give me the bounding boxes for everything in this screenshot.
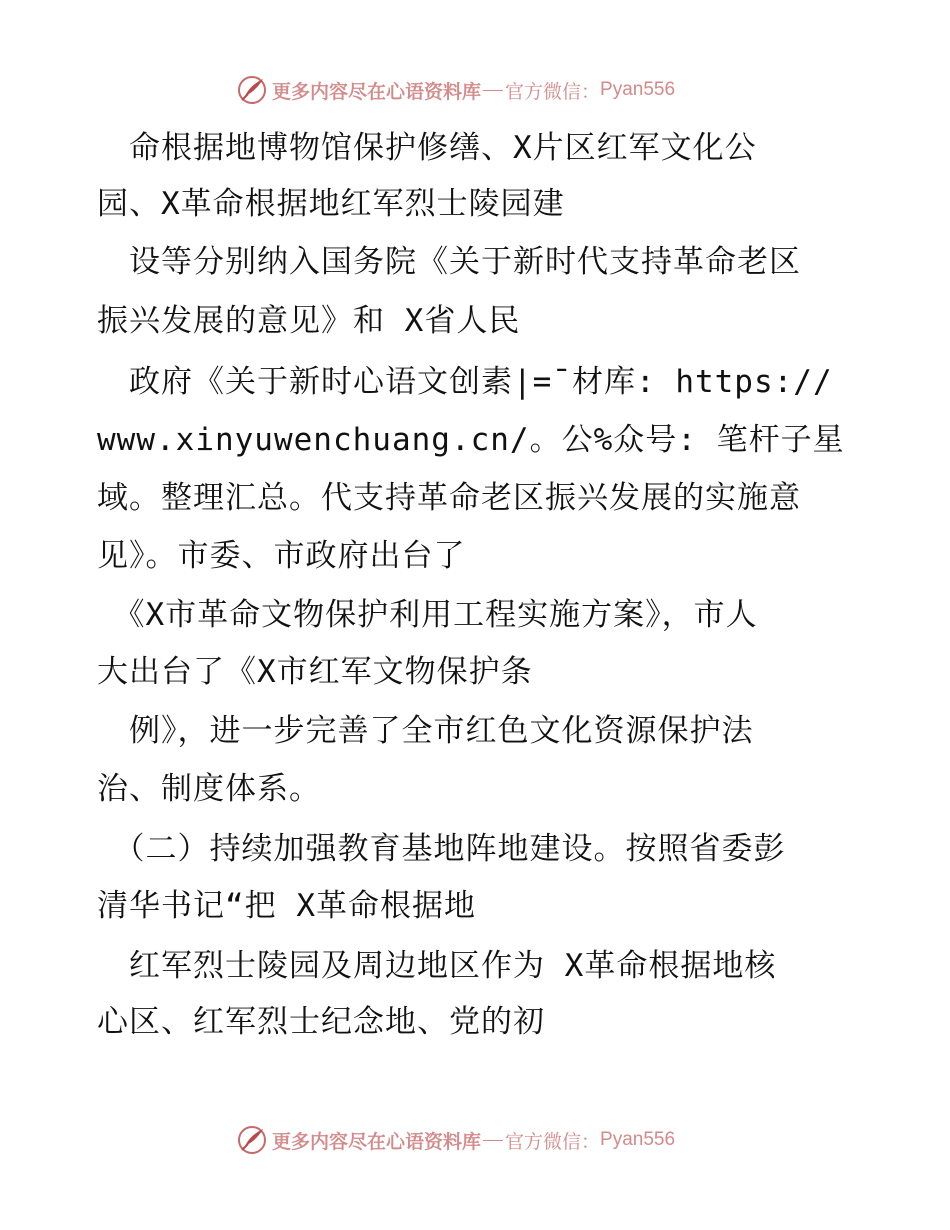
body-line: 政府《关于新时心语文创素|=¯材库: https://	[97, 364, 833, 400]
watermark-wechat-id: Pyan556	[600, 1129, 676, 1150]
watermark-official-text: 官方微信：	[505, 80, 601, 103]
watermark-dash	[483, 90, 503, 91]
watermark-official-text: 官方微信：	[505, 1130, 601, 1153]
body-line: 《X市革命文物保护利用工程实施方案》，市人	[97, 597, 758, 633]
body-line: 大出台了《X市红军文物保护条	[97, 654, 533, 690]
watermark-site-text: 更多内容尽在心语资料库	[272, 1130, 482, 1153]
body-line: （二）持续加强教育基地阵地建设。按照省委彭	[97, 831, 786, 867]
watermark-site-text: 更多内容尽在心语资料库	[272, 80, 482, 103]
body-line: 红军烈士陵园及周边地区作为 X革命根据地核	[97, 948, 777, 984]
body-line: 命根据地博物馆保护修缮、X片区红军文化公	[97, 130, 757, 166]
body-line: 见》。市委、市政府出台了	[97, 538, 466, 574]
quill-logo-icon	[236, 74, 268, 106]
body-line: 域。整理汇总。代支持革命老区振兴发展的实施意	[97, 480, 801, 516]
body-line: 心区、红军烈士纪念地、党的初	[97, 1004, 545, 1040]
body-line: 振兴发展的意见》和 X省人民	[97, 303, 521, 339]
body-line: 园、X革命根据地红军烈士陵园建	[97, 186, 565, 222]
body-line: 设等分别纳入国务院《关于新时代支持革命老区	[97, 244, 801, 280]
header-watermark	[236, 73, 675, 107]
body-line: www.xinyuwenchuang.cn/。公%众号: 笔杆子星	[97, 422, 845, 458]
body-line: 例》，进一步完善了全市红色文化资源保护法	[97, 713, 754, 749]
footer-watermark	[236, 1123, 675, 1157]
quill-logo-icon	[236, 1124, 268, 1156]
body-line: 治、制度体系。	[97, 771, 321, 807]
watermark-wechat-id: Pyan556	[600, 79, 676, 100]
body-line: 清华书记“把 X革命根据地	[97, 888, 476, 924]
watermark-dash	[483, 1140, 503, 1141]
